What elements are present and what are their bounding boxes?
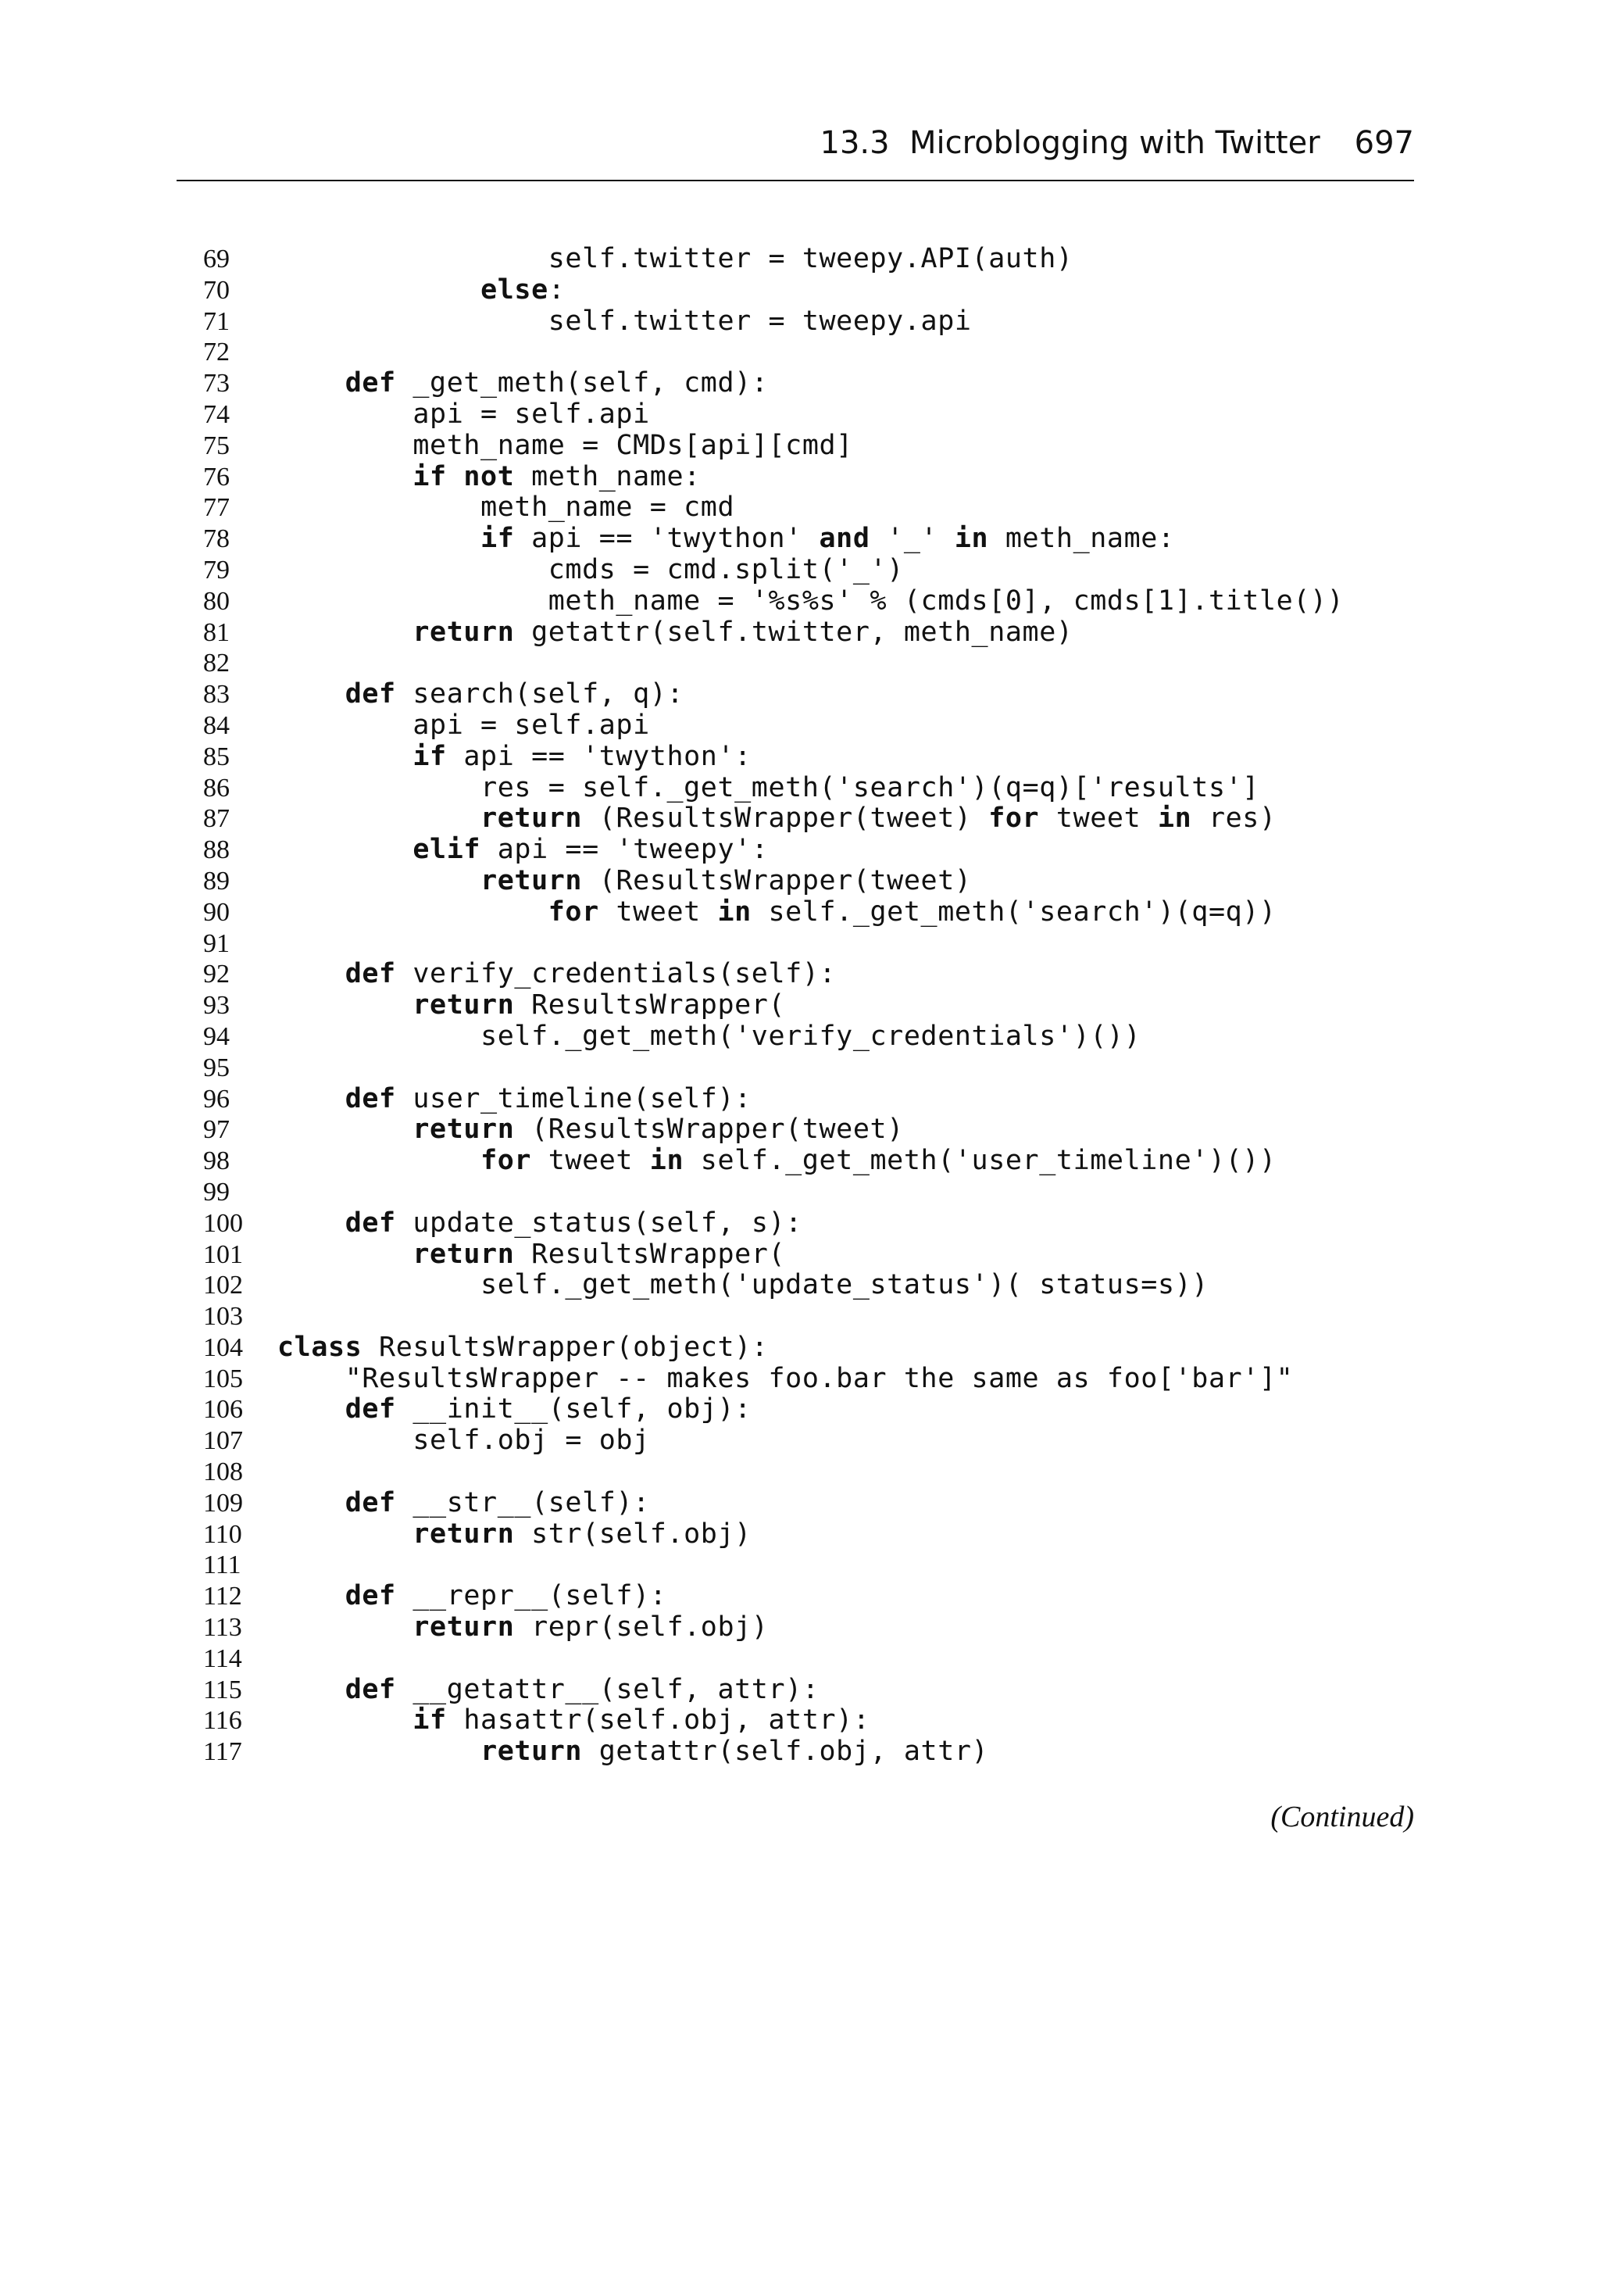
code-text: self._get_meth('update_status')( status=s)) — [480, 1269, 1209, 1301]
code-text: def __repr__(self): — [345, 1580, 667, 1612]
header-text — [820, 123, 1414, 163]
code-text: for tweet in self._get_meth('search')(q=q)) — [548, 896, 1277, 928]
code-text: return ResultsWrapper( — [412, 989, 786, 1021]
code-text: return str(self.obj) — [412, 1518, 752, 1550]
code-text: elif api == 'tweepy': — [412, 834, 769, 866]
line-number: 81 — [203, 617, 230, 647]
code-text: meth_name = CMDs[api][cmd] — [412, 429, 853, 461]
continued-note: (Continued) — [1270, 1801, 1414, 1833]
code-line — [203, 897, 1422, 928]
code-line — [203, 399, 1422, 431]
code-line — [203, 742, 1422, 773]
line-number: 93 — [203, 991, 230, 1021]
line-number: 80 — [203, 586, 230, 616]
code-text: return ResultsWrapper( — [412, 1238, 786, 1270]
code-text: self.obj = obj — [412, 1425, 650, 1457]
line-number: 87 — [203, 804, 230, 834]
code-line — [203, 1208, 1422, 1239]
code-line — [203, 1394, 1422, 1425]
code-text: self._get_meth('verify_credentials')()) — [480, 1020, 1141, 1052]
code-line — [203, 1364, 1422, 1395]
line-number: 76 — [203, 462, 230, 492]
code-line — [203, 244, 1422, 275]
line-number: 97 — [203, 1115, 230, 1145]
header-rule — [177, 180, 1414, 181]
line-number: 100 — [203, 1208, 243, 1238]
code-line — [203, 1425, 1422, 1457]
line-number: 75 — [203, 431, 230, 460]
code-line — [203, 1053, 1422, 1084]
line-number: 70 — [203, 275, 230, 305]
line-number: 103 — [203, 1302, 243, 1332]
code-text: "ResultsWrapper -- makes foo.bar the same as foo['bar']" — [345, 1362, 1294, 1394]
line-number: 115 — [203, 1675, 242, 1704]
code-line — [203, 679, 1422, 710]
code-text: def user_timeline(self): — [345, 1082, 752, 1114]
code-text: class ResultsWrapper(object): — [277, 1331, 769, 1363]
line-number: 113 — [203, 1613, 242, 1643]
line-number: 72 — [203, 338, 230, 367]
code-text: meth_name = '%s%s' % (cmds[0], cmds[1].title()) — [548, 585, 1345, 617]
line-number: 83 — [203, 680, 230, 710]
code-line — [203, 928, 1422, 960]
line-number: 92 — [203, 960, 230, 989]
line-number: 73 — [203, 369, 230, 399]
code-listing — [203, 244, 1422, 1768]
code-line — [203, 1084, 1422, 1115]
code-text: api = self.api — [412, 709, 650, 741]
line-number: 69 — [203, 245, 230, 274]
code-line — [203, 1301, 1422, 1332]
line-number: 117 — [203, 1737, 242, 1767]
line-number: 71 — [203, 306, 230, 336]
code-text: return (ResultsWrapper(tweet) — [480, 864, 972, 896]
line-number: 114 — [203, 1643, 242, 1673]
code-line — [203, 835, 1422, 866]
code-line — [203, 524, 1422, 555]
code-line — [203, 492, 1422, 524]
line-number: 107 — [203, 1426, 243, 1456]
code-text: return getattr(self.obj, attr) — [480, 1736, 989, 1768]
running-header — [177, 117, 1414, 180]
line-number: 78 — [203, 524, 230, 554]
code-line — [203, 337, 1422, 368]
line-number: 88 — [203, 835, 230, 865]
code-line — [203, 462, 1422, 493]
code-text: else: — [480, 274, 566, 306]
code-text: def __str__(self): — [345, 1486, 650, 1518]
code-line — [203, 368, 1422, 399]
line-number: 108 — [203, 1457, 243, 1487]
code-line — [203, 586, 1422, 617]
line-number: 106 — [203, 1395, 243, 1425]
code-line — [203, 990, 1422, 1021]
code-line — [203, 1332, 1422, 1364]
code-text: if api == 'twython': — [412, 740, 752, 772]
code-line — [203, 306, 1422, 338]
line-number: 116 — [203, 1706, 242, 1736]
code-text: if hasattr(self.obj, attr): — [412, 1704, 870, 1736]
code-line — [203, 617, 1422, 649]
line-number: 110 — [203, 1519, 242, 1549]
code-line — [203, 1643, 1422, 1675]
line-number: 96 — [203, 1084, 230, 1114]
line-number: 109 — [203, 1488, 243, 1518]
code-line — [203, 1239, 1422, 1271]
code-line — [203, 773, 1422, 804]
code-line — [203, 803, 1422, 835]
code-line — [203, 1488, 1422, 1519]
code-line — [203, 959, 1422, 990]
code-line — [203, 1519, 1422, 1550]
code-text: if not meth_name: — [412, 460, 701, 492]
code-line — [203, 648, 1422, 679]
code-text: for tweet in self._get_meth('user_timeline')()) — [480, 1145, 1277, 1177]
line-number: 91 — [203, 928, 230, 958]
code-text: api = self.api — [412, 398, 650, 430]
code-text: def search(self, q): — [345, 678, 684, 710]
line-number: 86 — [203, 773, 230, 803]
line-number: 77 — [203, 493, 230, 523]
code-text: self.twitter = tweepy.API(auth) — [548, 243, 1073, 274]
line-number: 105 — [203, 1364, 243, 1393]
section-title: 13.3 Microblogging with Twitter — [820, 125, 1320, 161]
line-number: 95 — [203, 1053, 230, 1082]
code-line — [203, 1675, 1422, 1706]
line-number: 94 — [203, 1021, 230, 1051]
code-text: return (ResultsWrapper(tweet) — [412, 1114, 904, 1146]
code-text: def __getattr__(self, attr): — [345, 1673, 820, 1705]
line-number: 112 — [203, 1582, 242, 1611]
code-line — [203, 1612, 1422, 1643]
code-text: def _get_meth(self, cmd): — [345, 367, 769, 399]
line-number: 99 — [203, 1177, 230, 1207]
code-text: def update_status(self, s): — [345, 1207, 802, 1239]
code-text: meth_name = cmd — [480, 492, 735, 524]
code-line — [203, 275, 1422, 306]
code-text: return (ResultsWrapper(tweet) for tweet in res) — [480, 803, 1277, 835]
line-number: 79 — [203, 555, 230, 585]
line-number: 111 — [203, 1550, 241, 1580]
line-number: 101 — [203, 1239, 243, 1269]
line-number: 74 — [203, 399, 230, 429]
code-text: self.twitter = tweepy.api — [548, 305, 972, 337]
code-line — [203, 1177, 1422, 1208]
code-line — [203, 1705, 1422, 1736]
code-text: if api == 'twython' and '_' in meth_name: — [480, 523, 1175, 555]
code-line — [203, 1114, 1422, 1146]
line-number: 89 — [203, 866, 230, 896]
code-text: def __init__(self, obj): — [345, 1393, 752, 1425]
page-number: 697 — [1354, 125, 1414, 161]
line-number: 85 — [203, 742, 230, 771]
code-line — [203, 1457, 1422, 1488]
code-line — [203, 1736, 1422, 1768]
line-number: 90 — [203, 897, 230, 927]
code-line — [203, 555, 1422, 586]
code-text: def verify_credentials(self): — [345, 958, 837, 990]
code-line — [203, 1021, 1422, 1053]
line-number: 102 — [203, 1271, 243, 1300]
code-line — [203, 1146, 1422, 1177]
code-line — [203, 710, 1422, 742]
code-line — [203, 431, 1422, 462]
code-line — [203, 1550, 1422, 1581]
code-text: return getattr(self.twitter, meth_name) — [412, 616, 1073, 648]
code-line — [203, 1270, 1422, 1301]
code-text: return repr(self.obj) — [412, 1611, 769, 1643]
code-text: cmds = cmd.split('_') — [548, 553, 904, 585]
code-line — [203, 1581, 1422, 1612]
line-number: 104 — [203, 1332, 243, 1362]
line-number: 84 — [203, 710, 230, 740]
code-text: res = self._get_meth('search')(q=q)['results'] — [480, 771, 1259, 803]
line-number: 98 — [203, 1146, 230, 1176]
code-line — [203, 866, 1422, 897]
line-number: 82 — [203, 649, 230, 678]
